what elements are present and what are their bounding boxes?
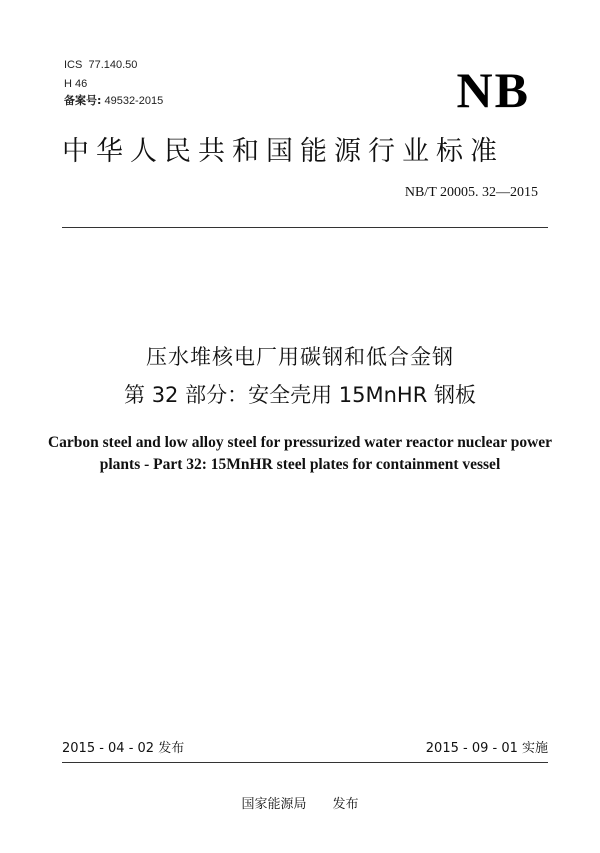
ics-code [64,58,137,72]
ics-label: ICS [64,59,83,71]
english-title-line-1: Carbon steel and low alloy steel for pressurized water reactor nuclear power [47,434,553,451]
industry-standard-title: 中华人民共和国能源行业标准 [62,136,504,167]
header-divider [62,227,548,228]
standard-number: NB/T 20005. 32—2015 [404,185,538,200]
record-number [64,94,163,108]
issuer-name: 国家能源局 [241,797,307,812]
ics-value: 77.140.50 [88,59,138,71]
record-value: 49532-2015 [104,95,164,107]
nb-logo: NB [456,62,530,118]
chinese-title-line-1: 压水堆核电厂用碳钢和低合金钢 [146,345,454,369]
classification-code: H 46 [64,78,88,90]
footer-divider [62,762,548,763]
issuer-action: 发布 [332,797,359,812]
record-label: 备案号: [64,94,102,107]
english-title-line-2: plants - Part 32: 15MnHR steel plates for containment vessel [99,456,501,473]
chinese-title-line-2: 第 32 部分：安全壳用 15MnHR 钢板 [124,383,476,407]
issuer [0,796,600,814]
issue-date: 2015 - 04 - 02 发布 [62,741,185,756]
implementation-date: 2015 - 09 - 01 实施 [425,741,548,756]
